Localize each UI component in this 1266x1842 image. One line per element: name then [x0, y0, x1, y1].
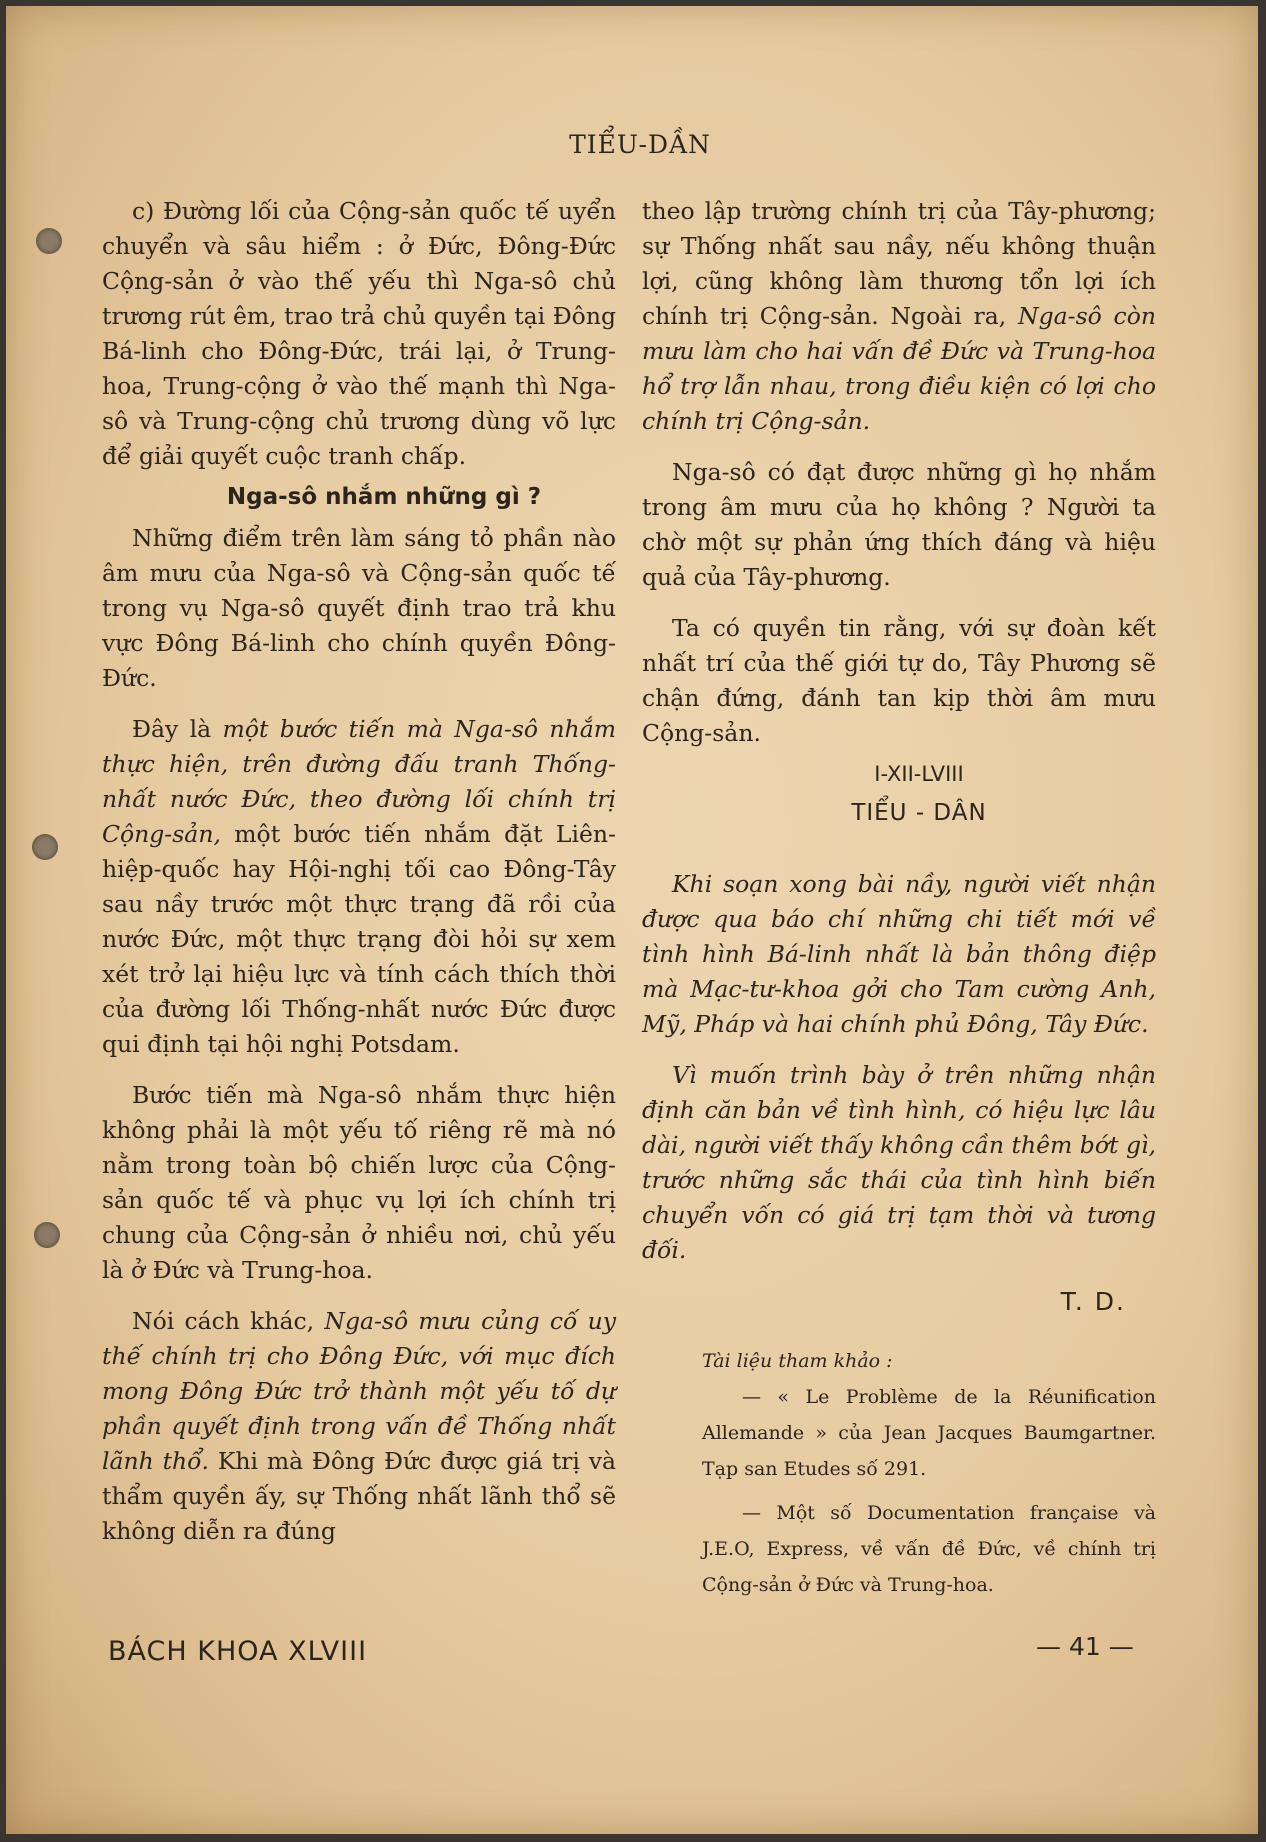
paragraph: Ta có quyền tin rằng, với sự đoàn kết nhất trí của thế giới tự do, Tây Phương sẽ chận đứng, đánh tan kịp thời âm mưu Cộng-sản. — [642, 614, 1156, 747]
binding-hole-mark — [34, 1222, 60, 1248]
reference-item: — « Le Problème de la Réunification Allemande » của Jean Jacques Baumgartner. Tạp san Etudes số 291. — [702, 1386, 1156, 1480]
paragraph — [102, 1304, 616, 1549]
italic-text-run: Nga-sô mưu củng cố uy thế chính trị cho Đông Đức, với mục đích mong Đông Đức trở thành một yếu tố dự phần quyết định trong vấn đề Thống nhất lãnh thổ. — [102, 1307, 616, 1475]
italic-text-run: Nga-sô còn mưu làm cho hai vấn đề Đức và Trung-hoa hổ trợ lẫn nhau, trong điều kiện có lợi cho chính trị Cộng-sản. — [642, 302, 1156, 435]
paragraph: Nga-sô có đạt được những gì họ nhắm trong âm mưu của họ không ? Người ta chờ một sự phản ứng thích đáng và hiệu quả của Tây-phương. — [642, 458, 1156, 591]
italic-text-run: một bước tiến mà Nga-sô nhắm thực hiện, trên đường đấu tranh Thống-nhất nước Đức, theo đường lối chính trị Cộng-sản, — [102, 715, 616, 848]
page-number: — 41 — — [1036, 1632, 1134, 1661]
magazine-page — [6, 6, 1258, 1834]
section-subheading: Nga-sô nhắm những gì ? — [226, 484, 542, 510]
author-initials: T. D. — [1060, 1287, 1126, 1316]
right-column — [642, 194, 1156, 1611]
binding-hole-mark — [32, 834, 58, 860]
text-run: theo lập trường chính trị của Tây-phương; sự Thống nhất sau nầy, nếu không thuận lợi, cũng không làm thương tổn lợi ích chính trị Cộng-sản. Ngoài ra, — [642, 197, 1156, 330]
text-run: Nói cách khác, — [132, 1307, 325, 1335]
paragraph — [642, 194, 1156, 439]
paragraph: Những điểm trên làm sáng tỏ phần nào âm mưu của Nga-sô và Cộng-sản quốc tế trong vụ Nga-sô quyết định trao trả khu vực Đông Bá-linh cho chính quyền Đông-Đức. — [102, 524, 616, 692]
references — [642, 1343, 1156, 1603]
reference-item: — Một số Documentation française và J.E.O, Express, về vấn đề Đức, về chính trị Cộng-sản ở Đức và Trung-hoa. — [702, 1502, 1156, 1596]
paragraph: c) Đường lối của Cộng-sản quốc tế uyển chuyển và sâu hiểm : ở Đức, Đông-Đức Cộng-sản ở vào thế yếu thì Nga-sô chủ trương rút êm, trao trả chủ quyền tại Đông Bá-linh cho Đông-Đức, trái lại, ở Trung-hoa, Trung-cộng ở vào thế mạnh thì Nga-sô và Trung-cộng chủ trương dùng võ lực để giải quyết cuộc tranh chấp. — [102, 197, 616, 470]
references-heading: Tài liệu tham khảo : — [702, 1350, 893, 1372]
binding-hole-mark — [36, 228, 62, 254]
article-author: TIỂU - DÂN — [851, 800, 987, 826]
magazine-footer: BÁCH KHOA XLVIII — [108, 1636, 368, 1667]
postscript-paragraph: Khi soạn xong bài nầy, người viết nhận được qua báo chí những chi tiết mới về tình hình Bá-linh nhất là bản thông điệp mà Mạc-tư-khoa gởi cho Tam cường Anh, Mỹ, Pháp và hai chính phủ Đông, Tây Đức. — [642, 870, 1156, 1038]
text-run: Khi mà Đông Đức được giá trị và thẩm quyền ấy, sự Thống nhất lãnh thổ sẽ không diễn ra đúng — [102, 1447, 616, 1545]
article-date: I-XII-LVIII — [874, 762, 964, 786]
paragraph: Bước tiến mà Nga-sô nhắm thực hiện không phải là một yếu tố riêng rẽ mà nó nằm trong toàn bộ chiến lược của Cộng-sản quốc tế và phục vụ lợi ích chính trị chung của Cộng-sản ở nhiều nơi, chủ yếu là ở Đức và Trung-hoa. — [102, 1081, 616, 1284]
postscript-paragraph: Vì muốn trình bày ở trên những nhận định căn bản về tình hình, có hiệu lực lâu dài, người viết thấy không cần thêm bớt gì, trước những sắc thái của tình hình biến chuyển vốn có giá trị tạm thời và tương đối. — [642, 1061, 1156, 1264]
text-run: một bước tiến nhắm đặt Liên-hiệp-quốc hay Hội-nghị tối cao Đông-Tây sau nầy trước một thực trạng đã rồi của nước Đức, một thực trạng đòi hỏi sự xem xét trở lại hiệu lực và tính cách thích thời của đường lối Thống-nhất nước Đức được qui định tại hội nghị Potsdam. — [102, 820, 616, 1058]
text-run: Đây là — [132, 715, 223, 743]
running-head: TIỂU-DẦN — [569, 130, 711, 159]
paragraph — [102, 712, 616, 1062]
left-column — [102, 194, 616, 1565]
